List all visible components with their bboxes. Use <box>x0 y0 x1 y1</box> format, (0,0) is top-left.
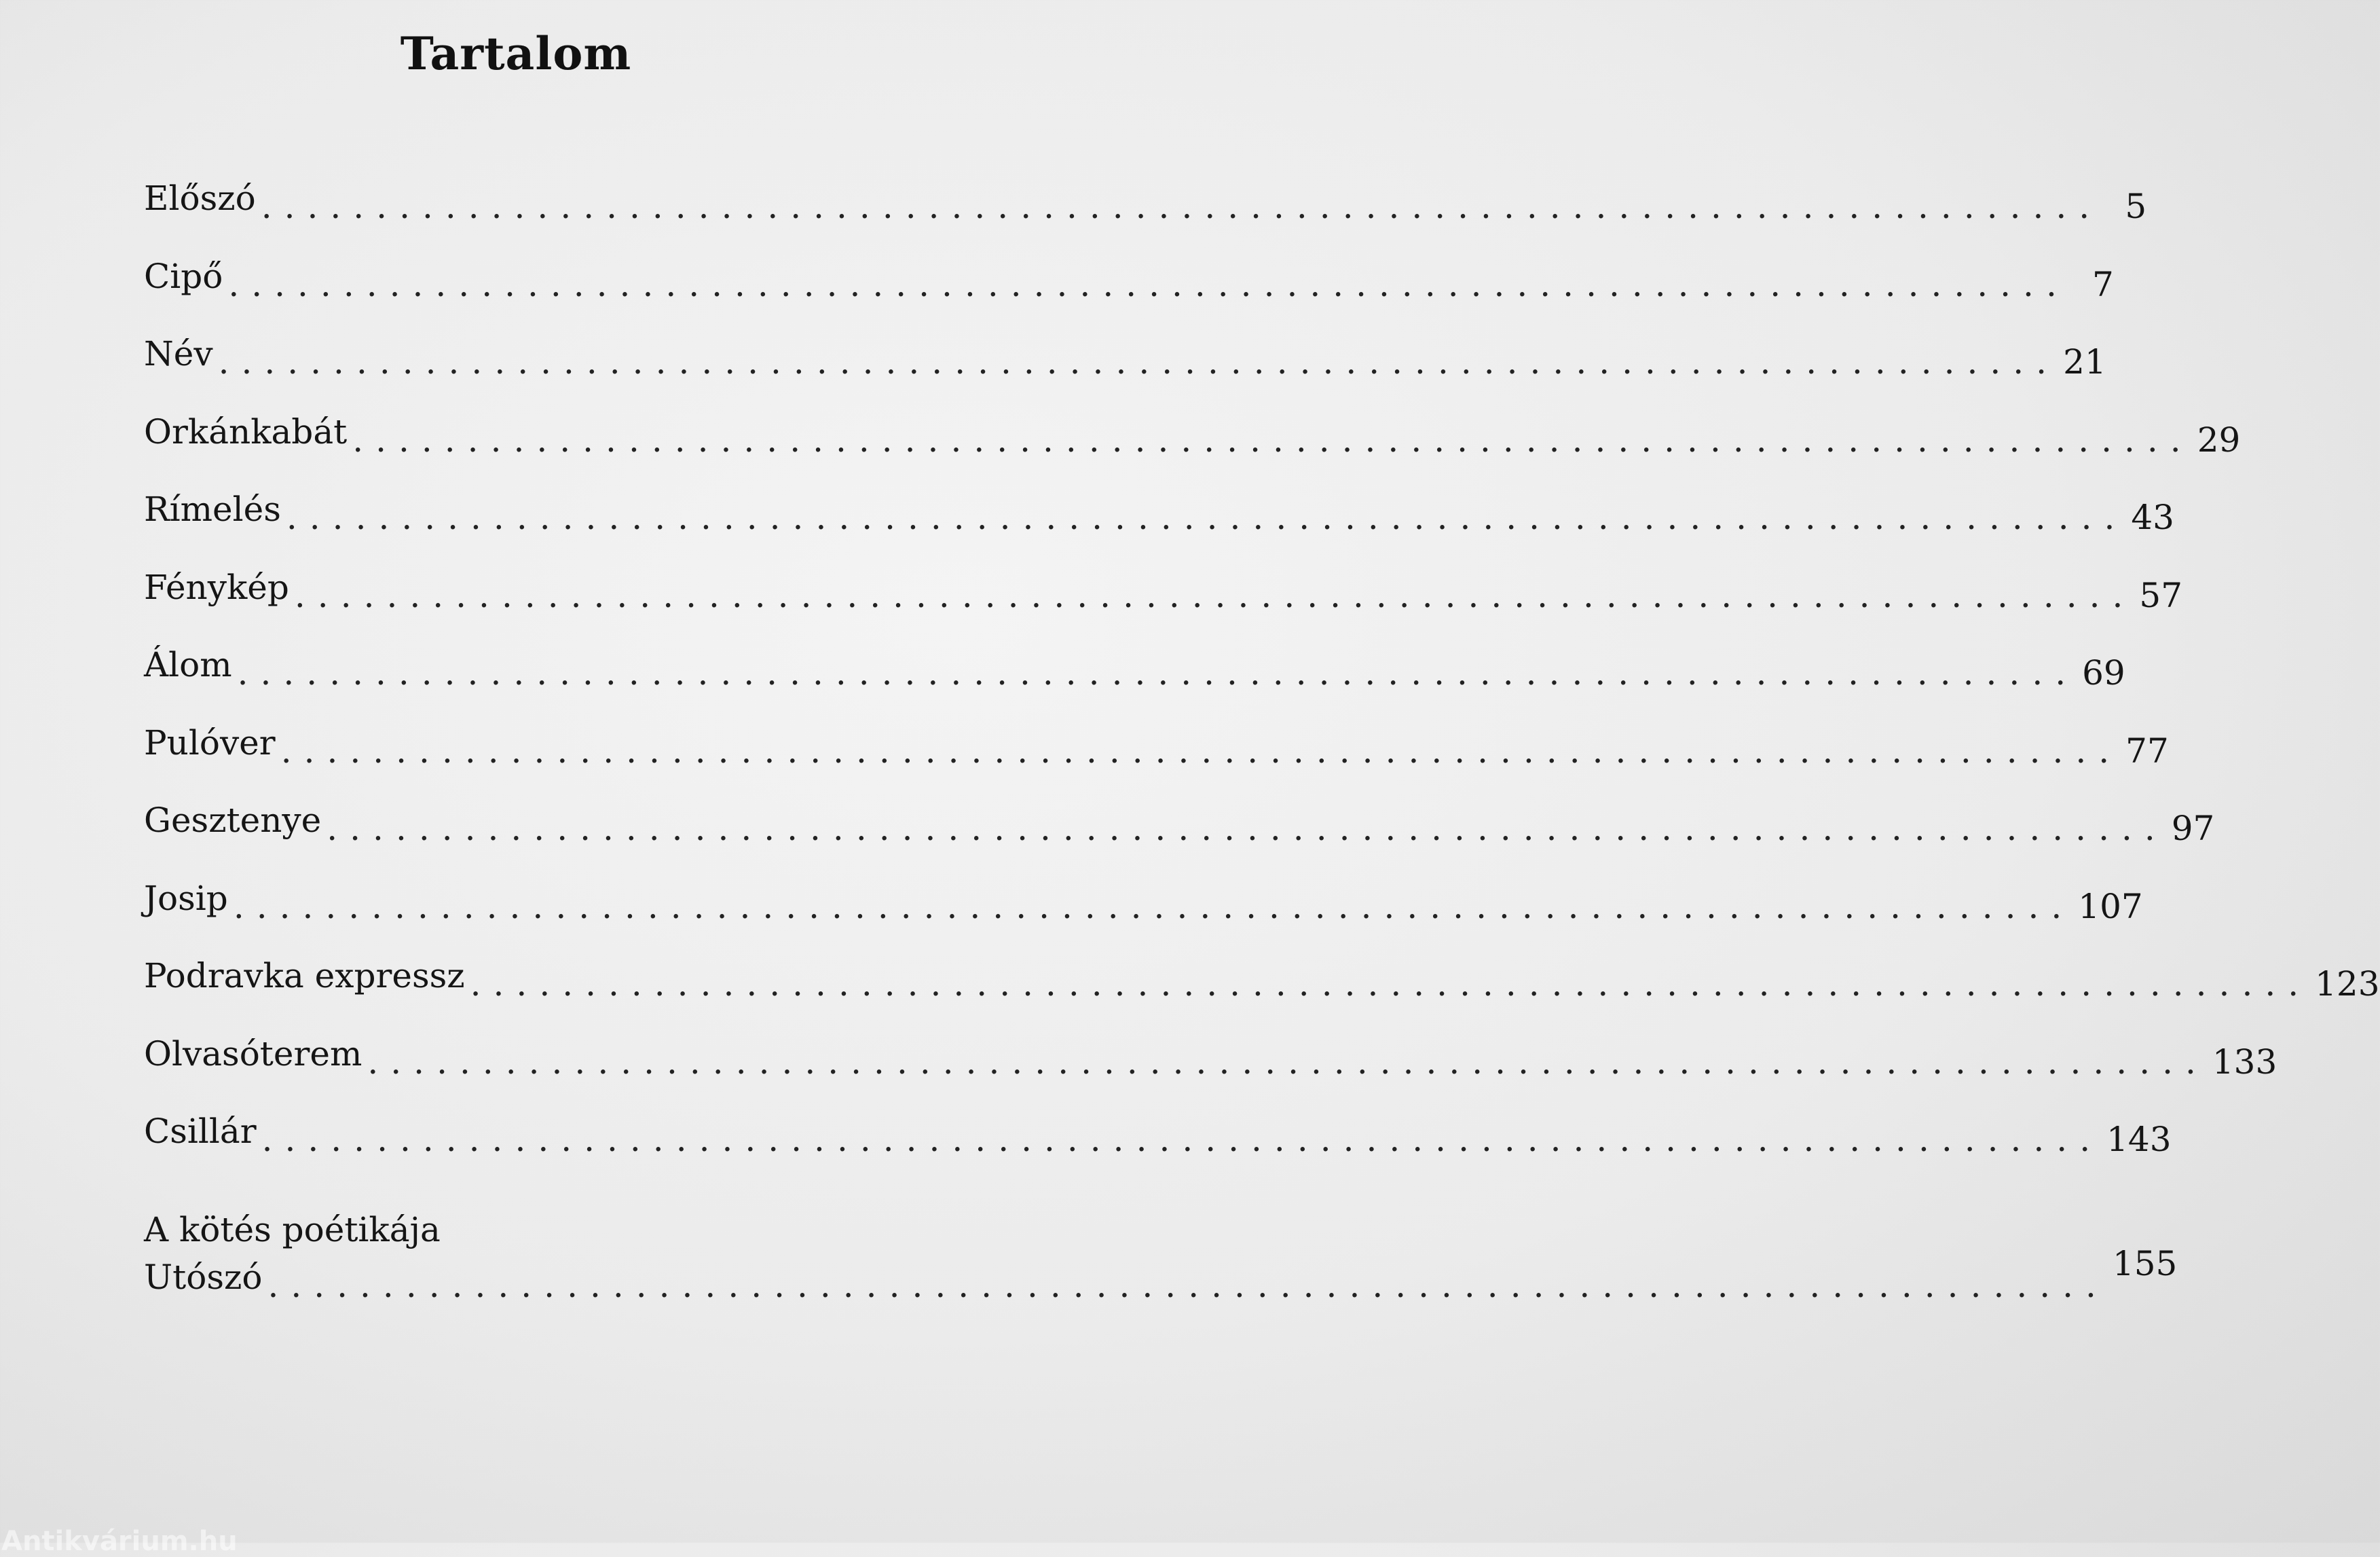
toc-entry-line2 <box>144 1243 2178 1306</box>
toc-entry-title-line1: A kötés poétikája <box>144 1209 441 1249</box>
toc-entry <box>144 1033 2277 1112</box>
toc-entry-title: Előszó <box>144 179 256 218</box>
toc-entry <box>144 800 2215 878</box>
toc-entry-title: Gesztenye <box>144 801 322 840</box>
page-title: Tartalom <box>400 27 632 80</box>
toc-entry-title: Fénykép <box>144 567 289 607</box>
toc-entry-page: 97 <box>2171 809 2215 848</box>
toc-entry-page: 57 <box>2139 575 2183 615</box>
watermark-text: Antikvárium.hu <box>1 1526 238 1557</box>
dot-leader: ................................................................................ <box>218 342 2060 382</box>
toc-entry-final <box>144 1209 2178 1325</box>
toc-entry <box>144 644 2125 722</box>
toc-entry <box>144 567 2183 645</box>
toc-entry-title: Olvasóterem <box>144 1033 362 1074</box>
dot-leader: ................................................................................ <box>352 420 2193 460</box>
dot-leader: ................................................................................ <box>228 264 2069 304</box>
toc-entry-title: Podravka expressz <box>144 956 465 995</box>
dot-leader: ................................................................................ <box>233 886 2075 926</box>
toc-entry-page: 155 <box>2112 1243 2178 1283</box>
toc-entry-page: 21 <box>2063 342 2106 382</box>
toc-entry-page: 5 <box>2125 187 2147 226</box>
toc-entry-title: Név <box>144 334 213 373</box>
toc-entry-page: 29 <box>2197 420 2241 460</box>
toc-entry <box>144 333 2106 411</box>
toc-entry <box>144 878 2143 956</box>
toc-entry-title: Pulóver <box>144 722 276 763</box>
dot-leader: ................................................................................ <box>367 1042 2208 1082</box>
toc-entry-title: Álom <box>144 645 232 684</box>
dot-leader: ................................................................................ <box>294 575 2136 615</box>
toc-entry-page: 77 <box>2125 731 2169 771</box>
toc-entry-title: Josip <box>144 878 228 918</box>
toc-entry <box>144 955 2380 1033</box>
table-of-contents <box>144 178 2380 1325</box>
toc-entry-page: 107 <box>2078 886 2143 926</box>
toc-entry-title: Cipő <box>144 256 223 296</box>
toc-entry <box>144 489 2174 567</box>
toc-entry-title-line2: Utószó <box>144 1257 263 1297</box>
toc-entry <box>144 722 2169 801</box>
dot-leader: ................................................................................ <box>261 187 2102 226</box>
toc-entry-page: 7 <box>2092 264 2114 304</box>
toc-entry-page: 123 <box>2315 964 2380 1004</box>
dot-leader: ................................................................................ <box>280 731 2122 771</box>
dot-leader: ................................................................................ <box>470 964 2311 1004</box>
toc-entry-title: Orkánkabát <box>144 411 348 452</box>
dot-leader: ................................................................................ <box>237 653 2079 693</box>
toc-entry <box>144 1111 2172 1189</box>
dot-leader: ................................................................................ <box>267 1265 2108 1305</box>
dot-leader: ................................................................................ <box>286 498 2127 537</box>
toc-entry <box>144 256 2114 334</box>
dot-leader: ................................................................................ <box>261 1120 2103 1159</box>
toc-entry-title: Rímelés <box>144 490 281 529</box>
toc-entry-page: 43 <box>2131 498 2174 537</box>
toc-entry <box>144 178 2147 256</box>
toc-entry-title: Csillár <box>144 1112 257 1151</box>
dot-leader: ................................................................................ <box>327 809 2168 848</box>
toc-entry-page: 143 <box>2106 1120 2172 1159</box>
toc-entry <box>144 411 2241 490</box>
toc-entry-page: 133 <box>2212 1042 2277 1082</box>
toc-entry-page: 69 <box>2082 653 2125 693</box>
